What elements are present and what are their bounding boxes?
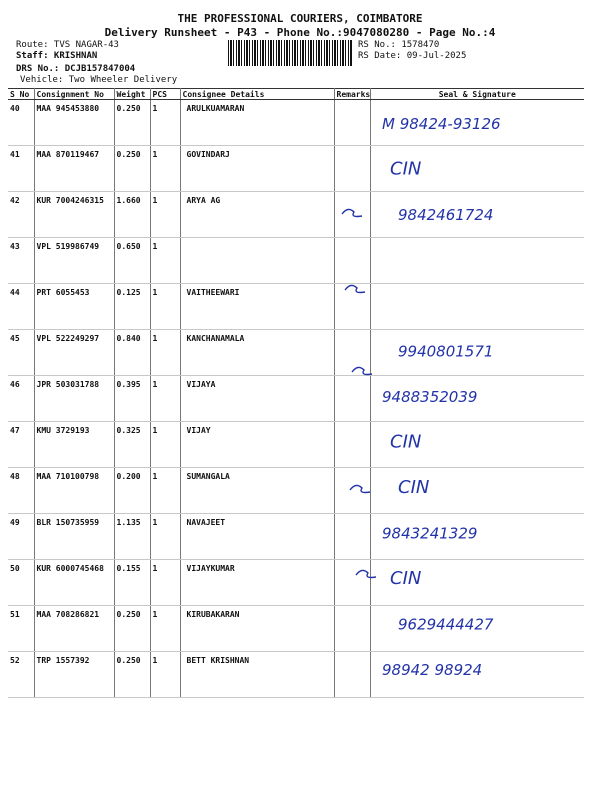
weight-value: 0.125 xyxy=(114,284,150,330)
consignee-name: ARYA AG xyxy=(180,192,334,238)
barcode xyxy=(228,40,352,66)
remarks-cell xyxy=(334,100,370,146)
consignment-number: MAA 870119467 xyxy=(34,146,114,192)
remarks-cell xyxy=(334,514,370,560)
consignment-number: KUR 6000745468 xyxy=(34,560,114,606)
weight-value: 0.155 xyxy=(114,560,150,606)
consignment-number: BLR 150735959 xyxy=(34,514,114,560)
signature-cell xyxy=(370,284,584,330)
table-row xyxy=(8,468,584,514)
pieces-count: 1 xyxy=(150,560,180,606)
rs-date: RS Date: 09-Jul-2025 xyxy=(358,51,467,61)
signature-cell xyxy=(370,606,584,652)
document-subtitle: Delivery Runsheet - P43 - Phone No.:9047080280 - Page No.:4 xyxy=(104,26,496,39)
col-header: Consignee Details xyxy=(180,89,334,100)
pieces-count: 1 xyxy=(150,330,180,376)
weight-value: 0.250 xyxy=(114,652,150,698)
weight-value: 0.250 xyxy=(114,146,150,192)
serial-number: 41 xyxy=(8,146,34,192)
pieces-count: 1 xyxy=(150,376,180,422)
table-row xyxy=(8,330,584,376)
serial-number: 48 xyxy=(8,468,34,514)
weight-value: 0.250 xyxy=(114,606,150,652)
pieces-count: 1 xyxy=(150,100,180,146)
col-header: PCS xyxy=(150,89,180,100)
staff-label: Staff: KRISHNAN xyxy=(16,51,98,61)
table-row xyxy=(8,238,584,284)
handwritten-signature: 9488352039 xyxy=(382,388,478,406)
consignee-name: KANCHANAMALA xyxy=(180,330,334,376)
remarks-cell xyxy=(334,238,370,284)
col-header: Weight xyxy=(114,89,150,100)
pieces-count: 1 xyxy=(150,514,180,560)
consignment-number: VPL 519986749 xyxy=(34,238,114,284)
weight-value: 1.135 xyxy=(114,514,150,560)
weight-value: 0.325 xyxy=(114,422,150,468)
remarks-cell xyxy=(334,422,370,468)
serial-number: 46 xyxy=(8,376,34,422)
pieces-count: 1 xyxy=(150,238,180,284)
handwritten-signature: 9842461724 xyxy=(398,206,494,224)
remarks-cell xyxy=(334,376,370,422)
signature-cell xyxy=(370,100,584,146)
weight-value: 0.250 xyxy=(114,100,150,146)
signature-cell xyxy=(370,330,584,376)
consignment-number: JPR 503031788 xyxy=(34,376,114,422)
table-row xyxy=(8,560,584,606)
signature-cell xyxy=(370,560,584,606)
remarks-cell xyxy=(334,330,370,376)
table-row xyxy=(8,606,584,652)
table-header-row xyxy=(8,89,584,100)
handwritten-signature: CIN xyxy=(390,431,422,453)
pieces-count: 1 xyxy=(150,284,180,330)
serial-number: 50 xyxy=(8,560,34,606)
consignee-name: ARULKUAMARAN xyxy=(180,100,334,146)
col-header: S No xyxy=(8,89,34,100)
weight-value: 0.650 xyxy=(114,238,150,284)
signature-cell xyxy=(370,376,584,422)
table-row xyxy=(8,284,584,330)
pieces-count: 1 xyxy=(150,422,180,468)
remarks-cell xyxy=(334,192,370,238)
consignment-number: MAA 710100798 xyxy=(34,468,114,514)
signature-cell xyxy=(370,422,584,468)
weight-value: 0.840 xyxy=(114,330,150,376)
signature-cell xyxy=(370,146,584,192)
runsheet-table xyxy=(8,88,584,698)
pieces-count: 1 xyxy=(150,146,180,192)
col-header: Seal & Signature xyxy=(370,89,584,100)
consignee-name: BETT KRISHNAN xyxy=(180,652,334,698)
serial-number: 42 xyxy=(8,192,34,238)
route-label: Route: TVS NAGAR-43 xyxy=(16,40,119,50)
handwritten-signature: CIN xyxy=(390,568,422,589)
handwritten-signature: CIN xyxy=(398,477,430,498)
remarks-cell xyxy=(334,560,370,606)
table-row xyxy=(8,652,584,698)
consignment-number: MAA 708286821 xyxy=(34,606,114,652)
drs-label: DRS No.: DCJB157847004 xyxy=(16,64,136,74)
document-title: THE PROFESSIONAL COURIERS, COIMBATORE xyxy=(177,12,423,25)
table-row xyxy=(8,376,584,422)
remarks-cell xyxy=(334,468,370,514)
weight-value: 0.200 xyxy=(114,468,150,514)
table-row xyxy=(8,514,584,560)
handwritten-signature: 98942 98924 xyxy=(382,661,483,679)
serial-number: 40 xyxy=(8,100,34,146)
serial-number: 43 xyxy=(8,238,34,284)
serial-number: 49 xyxy=(8,514,34,560)
remarks-cell xyxy=(334,606,370,652)
handwritten-signature: 9843241329 xyxy=(382,524,478,543)
table-row xyxy=(8,192,584,238)
vehicle-label: Vehicle: Two Wheeler Delivery xyxy=(20,75,178,85)
table-row xyxy=(8,100,584,146)
col-header: Remarks xyxy=(334,89,370,100)
consignee-name: VAITHEEWARI xyxy=(180,284,334,330)
signature-cell xyxy=(370,652,584,698)
consignee-name: VIJAYA xyxy=(180,376,334,422)
consignee-name: VIJAY xyxy=(180,422,334,468)
signature-cell xyxy=(370,192,584,238)
table-row xyxy=(8,422,584,468)
remarks-cell xyxy=(334,652,370,698)
consignment-number: VPL 522249297 xyxy=(34,330,114,376)
handwritten-signature: M 98424-93126 xyxy=(382,115,501,133)
signature-cell xyxy=(370,468,584,514)
remarks-cell xyxy=(334,284,370,330)
signature-cell xyxy=(370,514,584,560)
handwritten-signature: CIN xyxy=(390,158,422,180)
handwritten-signature: 9629444427 xyxy=(398,615,494,634)
weight-value: 0.395 xyxy=(114,376,150,422)
consignee-name xyxy=(180,238,334,284)
consignment-number: PRT 6055453 xyxy=(34,284,114,330)
pieces-count: 1 xyxy=(150,652,180,698)
consignment-number: TRP 1557392 xyxy=(34,652,114,698)
table-row xyxy=(8,146,584,192)
consignment-number: KUR 7004246315 xyxy=(34,192,114,238)
consignee-name: VIJAYKUMAR xyxy=(180,560,334,606)
serial-number: 45 xyxy=(8,330,34,376)
pieces-count: 1 xyxy=(150,192,180,238)
consignee-name: SUMANGALA xyxy=(180,468,334,514)
consignee-name: KIRUBAKARAN xyxy=(180,606,334,652)
consignment-number: MAA 945453880 xyxy=(34,100,114,146)
remarks-cell xyxy=(334,146,370,192)
pieces-count: 1 xyxy=(150,468,180,514)
serial-number: 52 xyxy=(8,652,34,698)
signature-cell xyxy=(370,238,584,284)
serial-number: 47 xyxy=(8,422,34,468)
pieces-count: 1 xyxy=(150,606,180,652)
consignee-name: NAVAJEET xyxy=(180,514,334,560)
col-header: Consignment No xyxy=(34,89,114,100)
serial-number: 44 xyxy=(8,284,34,330)
weight-value: 1.660 xyxy=(114,192,150,238)
consignment-number: KMU 3729193 xyxy=(34,422,114,468)
serial-number: 51 xyxy=(8,606,34,652)
consignee-name: GOVINDARJ xyxy=(180,146,334,192)
handwritten-signature: 9940801571 xyxy=(398,342,494,361)
rs-number: RS No.: 1578470 xyxy=(358,40,440,50)
